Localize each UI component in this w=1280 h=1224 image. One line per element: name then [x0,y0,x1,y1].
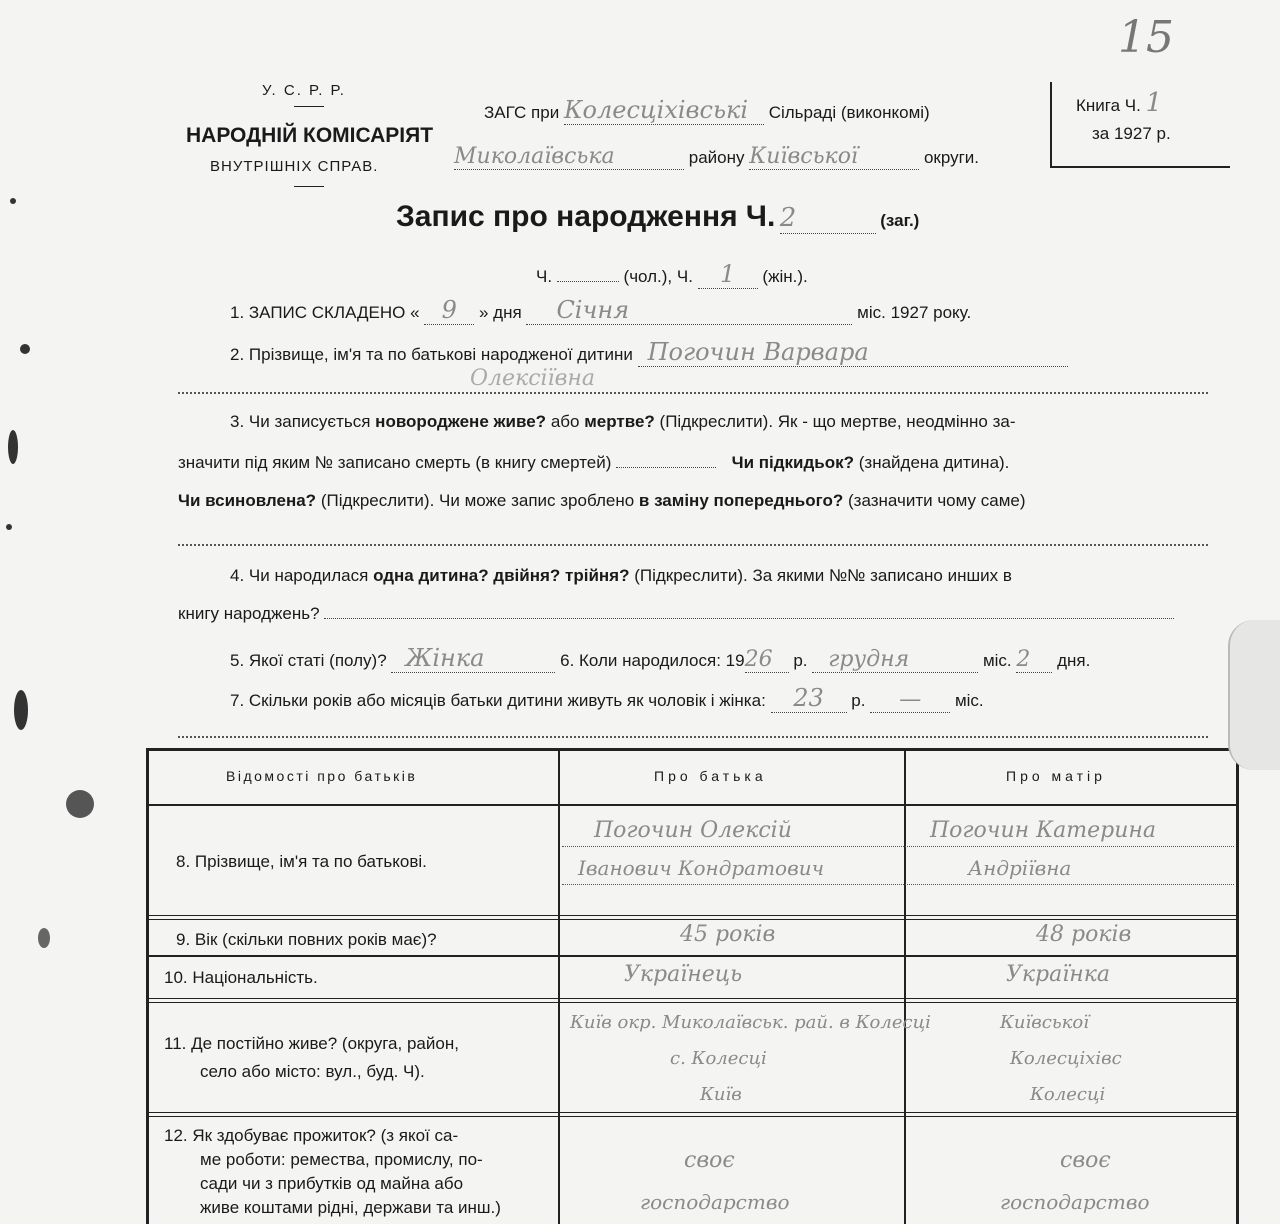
ink-blot [14,690,28,730]
item-4-label: 4. Чи народилася [230,566,369,585]
row-8-mid-line [562,846,1234,847]
table-col-divider-1 [558,748,560,1224]
table-row-border [146,1002,1238,1003]
divider [294,186,324,187]
male-label: (чол.), Ч. [623,267,693,286]
district-label: району [688,148,745,167]
record-title [396,200,919,234]
item-1-label: 1. ЗАПИС СКЛАДЕНО « [230,303,420,322]
district-line [454,144,979,170]
table-row-border [146,998,1238,999]
item-3-line-2 [178,453,1009,473]
zags-village-handwritten: Колесціхівські [564,96,764,125]
ink-blot [66,790,94,818]
mother-residence-handwritten-3: Колесці [1030,1084,1106,1105]
item-3-foundling-note: (знайдена дитина). [858,453,1010,472]
page-number-handwritten: 15 [1118,12,1174,63]
item-4-book-ref: книгу народжень? [178,604,320,623]
row-11-label-2: село або місто: вул., буд. Ч). [200,1062,425,1081]
table-header-father: Про батька [654,768,767,784]
item-4-field [324,618,1174,619]
row-8-label: 8. Прізвище, ім'я та по батькові. [176,852,427,871]
item-3-line-1 [230,412,1015,432]
mother-name-handwritten-2: Андріївна [968,856,1072,880]
item-4-options: одна дитина? двійня? трійня? [373,566,630,585]
record-month-handwritten: Січня [526,296,852,325]
item-3-continuation-line [178,544,1208,546]
divider [294,106,324,107]
row-12-label-4: живе коштами рідні, держави та инш.) [200,1198,501,1217]
item-4-line-2 [178,604,1174,624]
item-3-foundling-option: Чи підкидьок? [731,453,855,472]
item-4-instruction: (Підкреслити). За якими №№ записано инших в [634,566,1012,585]
ink-blot [6,524,12,530]
zags-line [484,96,930,125]
item-3-replacement-question: (Підкреслити). Чи може запис зроблено [320,491,635,510]
male-count-prefix: Ч. [536,267,553,286]
male-count-field [557,281,619,282]
child-name-handwritten: Погочин Варвара [638,338,1068,367]
row-12-label-3: сади чи з прибутків од майна або [200,1174,464,1193]
row-10-label: 10. Національність. [164,968,318,987]
record-title-text: Запис про народження Ч. [396,200,776,233]
ink-blot [20,344,30,354]
father-name-handwritten-2: Іванович Кондратович [578,856,825,880]
item-6-label: 6. Коли народилося: 19 [560,651,745,670]
ussr-label: У. С. Р. Р. [262,82,346,99]
ink-blot [38,928,50,948]
female-label: (жін.). [762,267,808,286]
item-5-label: 5. Якої статі (полу)? [230,651,387,670]
item-3-line-3 [178,491,1026,511]
child-name-handwritten-line-2: Олексіївна [470,366,596,391]
item-3-adopted-option: Чи всиновлена? [178,491,317,510]
sex-handwritten: Жінка [391,644,555,673]
item-7-years-label: р. [851,691,866,710]
table-header-border [146,804,1238,806]
ink-blot [8,430,18,464]
item-3-death-ref: значити під яким № записано смерть (в книгу смертей) [178,453,612,472]
mother-livelihood-handwritten-2: господарство [1000,1190,1150,1214]
item-1-year-label: міс. 1927 року. [857,303,972,322]
row-12-label-1: 12. Як здобуває прожиток? (з якої са- [164,1126,459,1145]
book-box-left-border [1050,82,1052,168]
table-row-border [146,915,1238,916]
item-3-instruction: (Підкреслити). Як - що мертве, неодмінно за- [659,412,1016,431]
item-3-alive-option: новороджене живе? [375,412,547,431]
table-row-border [146,955,1238,957]
item-1-day-label: » дня [479,303,522,322]
paper-clip-shadow [1228,620,1280,770]
row-11-label-1: 11. Де постійно живе? (округа, район, [164,1034,459,1053]
father-livelihood-handwritten: своє [684,1148,735,1173]
table-col-divider-2 [904,748,906,1224]
item-3-label: 3. Чи записується [230,412,371,431]
zags-prefix: ЗАГС при [484,103,560,122]
item-4-line-1 [230,566,1012,586]
item-7-months-label: міс. [954,691,984,710]
record-number-handwritten: 2 [780,203,876,234]
father-nationality-handwritten: Українець [624,962,743,987]
father-residence-handwritten: Київ окр. Миколаївськ. рай. в Колесці [570,1012,931,1033]
mother-residence-handwritten-2: Колесціхівс [1010,1048,1122,1069]
mother-age-handwritten: 48 років [1036,922,1132,947]
item-5-6 [230,644,1090,673]
item-7 [230,684,984,713]
birth-day-handwritten: 2 [1016,647,1052,673]
row-12-label-2: ме роботи: ремества, промислу, по- [200,1150,483,1169]
item-1 [230,296,971,325]
table-right-border [1236,748,1239,1224]
birth-month-handwritten: грудня [812,647,978,673]
row-8-mid-line [562,884,1234,885]
row-9-label: 9. Вік (скільки повних років має)? [176,930,437,949]
mother-livelihood-handwritten: своє [1060,1148,1111,1173]
table-top-border [146,748,1238,751]
silradi-label: Сільраді (виконкомі) [768,103,930,122]
internal-affairs-label: ВНУТРІШНІХ СПРАВ. [210,158,379,175]
book-year: за 1927 р. [1092,124,1171,143]
gender-count-line [536,260,808,289]
commissariat-label: НАРОДНІЙ КОМІСАРІЯТ [186,124,434,147]
mother-residence-handwritten: Київської [1000,1012,1089,1033]
birth-year-handwritten: 26 [745,647,789,673]
father-livelihood-handwritten-2: господарство [640,1190,790,1214]
item-3-dead-option: мертве? [584,412,655,431]
table-row-border [146,1112,1238,1113]
item-2-label: 2. Прізвище, ім'я та по батькові народженої дитини [230,345,633,364]
father-name-handwritten: Погочин Олексій [594,818,792,843]
region-label: округи. [923,148,980,167]
region-handwritten: Київської [749,144,919,170]
marriage-months-handwritten: — [870,687,950,713]
mother-nationality-handwritten: Українка [1006,962,1111,987]
record-day-handwritten: 9 [424,296,474,325]
book-number-handwritten: 1 [1145,88,1163,118]
table-row-border [146,1116,1238,1117]
item-2 [230,338,1068,367]
item-7-continuation-line [178,736,1208,738]
table-header-info: Відомості про батьків [226,768,418,784]
table-row-border [146,919,1238,920]
book-label [1076,88,1162,118]
item-3-reason-note: (зазначити чому саме) [847,491,1026,510]
father-residence-handwritten-2: с. Колесці [670,1048,767,1069]
item-3-or: або [550,412,580,431]
district-handwritten: Миколаївська [454,144,684,170]
item-6-year-label: р. [793,651,808,670]
father-age-handwritten: 45 років [680,922,776,947]
ink-blot [10,198,16,204]
book-box-bottom-border [1050,166,1230,168]
item-2-continuation-line [178,392,1208,394]
item-6-day-label: дня. [1057,651,1091,670]
item-3-death-field [616,467,716,468]
table-header-mother: Про матір [1006,768,1106,784]
father-residence-handwritten-3: Київ [700,1084,742,1105]
item-3-replacement-option: в заміну попереднього? [638,491,844,510]
mother-name-handwritten: Погочин Катерина [930,818,1157,843]
record-total-label: (заг.) [880,211,920,230]
female-count-handwritten: 1 [698,260,758,289]
item-6-month-label: міс. [982,651,1012,670]
marriage-years-handwritten: 23 [771,684,847,713]
table-left-border [146,748,149,1224]
book-label-text: Книга Ч. [1076,96,1141,115]
item-7-label: 7. Скільки років або місяців батьки дитини живуть як чоловік і жінка: [230,691,766,710]
